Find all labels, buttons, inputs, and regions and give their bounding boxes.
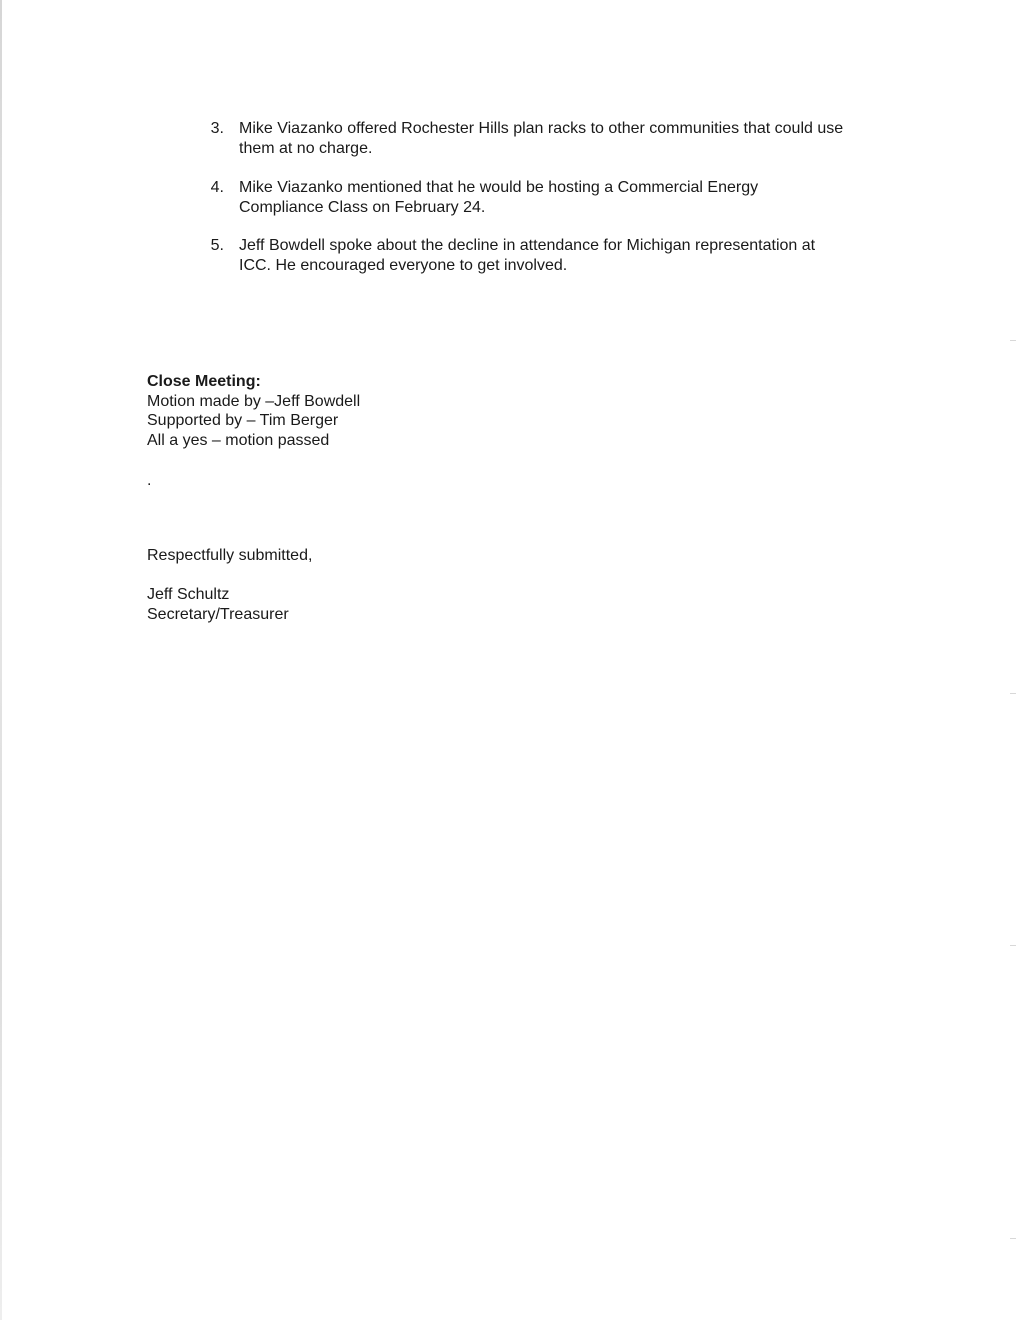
scan-mark <box>1010 693 1016 694</box>
list-item-text: Jeff Bowdell spoke about the decline in attendance for Michigan representation at ICC. He encouraged everyone to get involved. <box>239 237 816 274</box>
scan-mark <box>1010 1238 1016 1239</box>
motion-line: Motion made by –Jeff Bowdell <box>147 392 361 410</box>
scan-mark <box>1010 945 1016 946</box>
close-meeting-section <box>147 372 647 450</box>
scan-edge <box>0 0 2 1320</box>
list-item-number: 5. <box>210 237 224 254</box>
list-item-number: 3. <box>210 120 224 137</box>
closing-line: Respectfully submitted, <box>147 547 313 564</box>
result-line: All a yes – motion passed <box>147 431 330 449</box>
list-item-text: Mike Viazanko mentioned that he would be hosting a Commercial Energy Compliance Class on February 24. <box>239 179 759 216</box>
signer-title: Secretary/Treasurer <box>147 605 289 623</box>
scan-mark <box>1010 340 1016 341</box>
supported-line: Supported by – Tim Berger <box>147 412 339 429</box>
signer-name: Jeff Schultz <box>147 586 230 603</box>
close-meeting-heading: Close Meeting: <box>147 373 261 390</box>
signature-block <box>147 585 647 624</box>
list-item-text: Mike Viazanko offered Rochester Hills plan racks to other communities that could use them at no charge. <box>239 120 844 157</box>
stray-mark: . <box>147 472 152 489</box>
list-item-number: 4. <box>210 179 224 196</box>
